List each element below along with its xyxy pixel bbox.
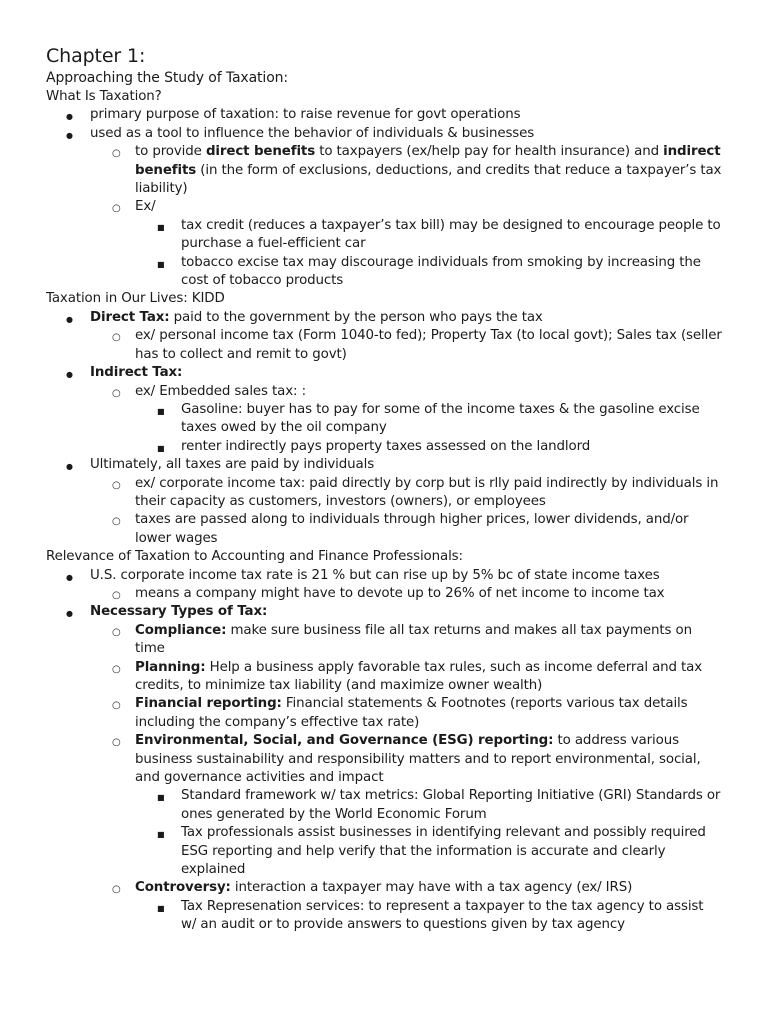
list-item: ■ renter indirectly pays property taxes assessed on the landlord: [46, 438, 722, 456]
list-item: ○ Compliance: make sure business file all tax returns and makes all tax payments on time: [46, 622, 722, 659]
list-item: ● Ultimately, all taxes are paid by individuals: [46, 456, 722, 474]
list-item: ○ to provide direct benefits to taxpayers (ex/help pay for health insurance) and indirect benefits (in the form of exclusions, deductions, and credits that reduce a taxpayer’s tax liability): [46, 143, 722, 198]
circle-bullet-icon: [112, 383, 121, 403]
circle-bullet-icon: [112, 198, 121, 218]
circle-bullet-icon: [112, 327, 121, 347]
circle-bullet-icon: [112, 475, 121, 495]
circle-bullet-icon: [112, 511, 121, 531]
square-bullet-icon: [157, 824, 164, 844]
list-item: ● primary purpose of taxation: to raise revenue for govt operations: [46, 106, 722, 124]
square-bullet-icon: [157, 401, 164, 421]
chapter-title: Chapter 1:: [46, 45, 146, 67]
bullet-icon: [66, 309, 73, 329]
subheading-what-is-taxation: What Is Taxation?: [46, 89, 162, 104]
list-item: ○ Ex/: [46, 198, 722, 216]
square-bullet-icon: [157, 898, 164, 918]
list-item: ○ ex/ corporate income tax: paid directly by corp but is rlly paid indirectly by individuals in their capacity as customers, investors (owners), or employees: [46, 475, 722, 512]
bullet-icon: [66, 567, 73, 587]
bullet-icon: [66, 364, 73, 384]
circle-bullet-icon: [112, 585, 121, 605]
list-item: ○ Planning: Help a business apply favorable tax rules, such as income deferral and tax credits, to minimize tax liability (and maximize owner wealth): [46, 659, 722, 696]
list-item: ○ Financial reporting: Financial statements & Footnotes (reports various tax details including the company’s effective tax rate): [46, 695, 722, 732]
list-item: ● used as a tool to influence the behavior of individuals & businesses: [46, 125, 722, 143]
list-item: ■ Tax Represenation services: to represent a taxpayer to the tax agency to assist w/ an audit or to provide answers to questions given by tax agency: [46, 898, 722, 935]
circle-bullet-icon: [112, 622, 121, 642]
list-item: ● Indirect Tax:: [46, 364, 722, 382]
circle-bullet-icon: [112, 879, 121, 899]
circle-bullet-icon: [112, 143, 121, 163]
square-bullet-icon: [157, 217, 164, 237]
list-item: ● U.S. corporate income tax rate is 21 % but can rise up by 5% bc of state income taxes: [46, 567, 722, 585]
list-item: ○ Controversy: interaction a taxpayer may have with a tax agency (ex/ IRS): [46, 879, 722, 897]
list-item: ○ Environmental, Social, and Governance (ESG) reporting: to address various business sustainability and responsibility matters and to report environmental, social, and governance activities and impact: [46, 732, 722, 787]
bullet-icon: [66, 106, 73, 126]
list-item: ■ Standard framework w/ tax metrics: Global Reporting Initiative (GRI) Standards or ones generated by the World Economic Forum: [46, 787, 722, 824]
list-item: ○ ex/ personal income tax (Form 1040-to fed); Property Tax (to local govt); Sales tax (seller has to collect and remit to govt): [46, 327, 722, 364]
bullet-icon: [66, 125, 73, 145]
sublist-what-is: [46, 143, 722, 217]
list-item: ■ tobacco excise tax may discourage individuals from smoking by increasing the cost of tobacco products: [46, 254, 722, 291]
circle-bullet-icon: [112, 732, 121, 752]
bullet-icon: [66, 603, 73, 623]
subheading-taxation-in-our-lives: Taxation in Our Lives: KIDD: [46, 291, 225, 307]
circle-bullet-icon: [112, 695, 121, 715]
section-heading-approaching: Approaching the Study of Taxation:: [46, 70, 288, 86]
bullet-icon: [66, 456, 73, 476]
square-bullet-icon: [157, 438, 164, 458]
list-item: ■ Tax professionals assist businesses in identifying relevant and possibly required ESG reporting and help verify that the information is accurate and clearly explained: [46, 824, 722, 879]
list-item: ○ ex/ Embedded sales tax: :: [46, 383, 722, 401]
circle-bullet-icon: [112, 659, 121, 679]
subheading-relevance: Relevance of Taxation to Accounting and Finance Professionals:: [46, 549, 463, 565]
subsublist-what-is: [46, 217, 722, 291]
list-item: ● Necessary Types of Tax:: [46, 603, 722, 621]
square-bullet-icon: [157, 254, 164, 274]
list-item: ○ means a company might have to devote up to 26% of net income to income tax: [46, 585, 722, 603]
list-item: ● Direct Tax: paid to the government by the person who pays the tax: [46, 309, 722, 327]
list-item: ○ taxes are passed along to individuals through higher prices, lower dividends, and/or lower wages: [46, 511, 722, 548]
list-what-is: [46, 106, 722, 143]
list-item: ■ Gasoline: buyer has to pay for some of the income taxes & the gasoline excise taxes owed by the oil company: [46, 401, 722, 438]
square-bullet-icon: [157, 787, 164, 807]
list-item: ■ tax credit (reduces a taxpayer’s tax bill) may be designed to encourage people to purchase a fuel-efficient car: [46, 217, 722, 254]
